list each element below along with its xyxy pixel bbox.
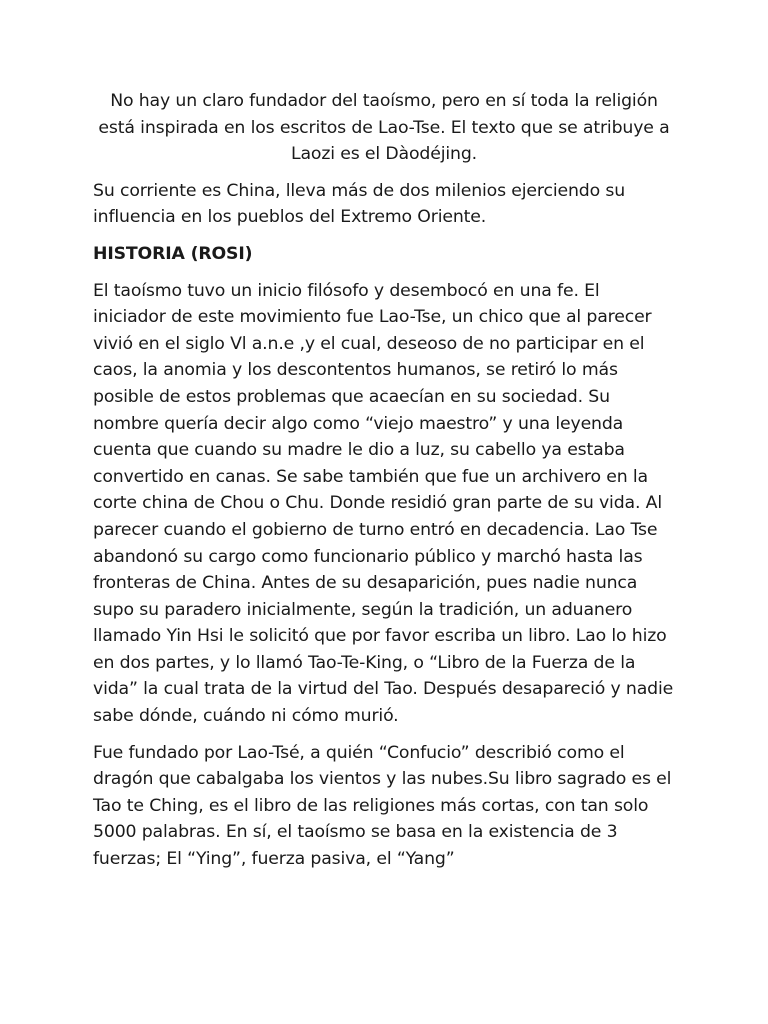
- section-heading-historia: HISTORIA (ROSI): [93, 243, 253, 264]
- intro-paragraph: No hay un claro fundador del taoísmo, pero en sí toda la religión está inspirada en los escritos de Lao-Tse. El texto que se atribuye a Laozi es el Dàodéjing.: [98, 91, 670, 165]
- paragraph-corriente: Su corriente es China, lleva más de dos milenios ejerciendo su influencia en los pueblos del Extremo Oriente.: [93, 180, 626, 228]
- paragraph-historia: El taoísmo tuvo un inicio filósofo y desembocó en una fe. El iniciador de este movimiento fue Lao-Tse, un chico que al parecer vivió en el siglo Vl a.n.e ,y el cual, deseoso de no participar en el caos, la anomia y los descontentos humanos, se retiró lo más posible de estos problemas que acaecían en su sociedad. Su nombre quería decir algo como “viejo maestro” y una leyenda cuenta que cuando su madre le dio a luz, su cabello ya estaba convertido en canas. Se sabe también que fue un archivero en la corte china de Chou o Chu. Donde residió gran parte de su vida. Al parecer cuando el gobierno de turno entró en decadencia. Lao Tse abandonó su cargo como funcionario público y marchó hasta las fronteras de China. Antes de su desaparición, pues nadie nunca supo su paradero inicialmente, según la tradición, un aduanero llamado Yin Hsi le solicitó que por favor escriba un libro. Lao lo hizo en dos partes, y lo llamó Tao-Te-King, o “Libro de la Fuerza de la vida” la cual trata de la virtud del Tao. Después desapareció y nadie sabe dónde, cuándo ni cómo murió.: [93, 280, 674, 727]
- paragraph-fundacion: Fue fundado por Lao-Tsé, a quién “Confucio” describió como el dragón que cabalgaba los vientos y las nubes.Su libro sagrado es el Tao te Ching, es el libro de las religiones más cortas, con tan solo 5000 palabras. En sí, el taoísmo se basa en la existencia de 3 fuerzas; El “Ying”, fuerza pasiva, el “Yang”: [93, 742, 672, 870]
- document-page: [93, 88, 675, 883]
